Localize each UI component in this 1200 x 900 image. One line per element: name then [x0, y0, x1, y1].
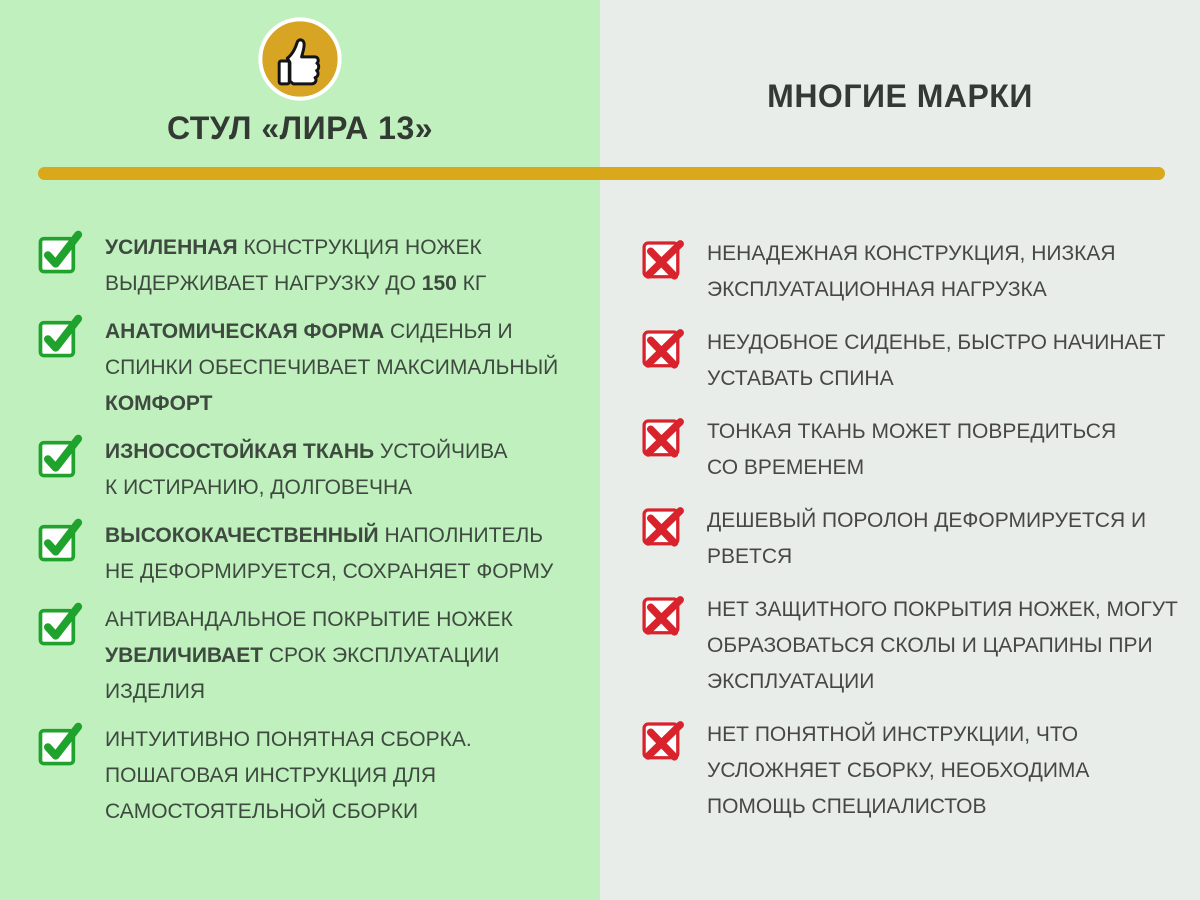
list-item-text — [707, 717, 1089, 825]
list-item-text — [105, 602, 513, 710]
text-segment-bold: АНАТОМИЧЕСКАЯ ФОРМА — [105, 320, 385, 343]
pros-list — [38, 230, 583, 830]
list-item — [38, 518, 583, 590]
list-item-text — [707, 503, 1146, 575]
green-checkbox-icon — [38, 600, 84, 646]
text-segment: ТОНКАЯ ТКАНЬ МОЖЕТ ПОВРЕДИТЬСЯ СО ВРЕМЕНЕМ — [707, 420, 1117, 479]
list-item — [640, 414, 1180, 486]
green-checkbox-icon — [38, 312, 84, 358]
text-segment: НЕУДОБНОЕ СИДЕНЬЕ, БЫСТРО НАЧИНАЕТ УСТАВАТЬ СПИНА — [707, 331, 1166, 390]
red-cross-icon — [640, 501, 686, 547]
red-cross-icon — [640, 234, 686, 280]
text-segment: НЕТ ПОНЯТНОЙ ИНСТРУКЦИИ, ЧТО УСЛОЖНЯЕТ СБОРКУ, НЕОБХОДИМА ПОМОЩЬ СПЕЦИАЛИСТОВ — [707, 723, 1090, 818]
list-item — [38, 314, 583, 422]
list-item-text — [105, 230, 486, 302]
red-cross-icon — [640, 590, 686, 636]
gold-divider — [38, 167, 1165, 180]
green-checkbox-icon — [38, 516, 84, 562]
text-segment: НЕТ ЗАЩИТНОГО ПОКРЫТИЯ НОЖЕК, МОГУТ ОБРАЗОВАТЬСЯ СКОЛЫ И ЦАРАПИНЫ ПРИ ЭКСПЛУАТАЦИИ — [707, 598, 1178, 693]
list-item — [38, 722, 583, 830]
text-segment-bold: 150 — [421, 272, 457, 295]
text-segment: КГ — [456, 272, 487, 295]
text-segment-bold: ВЫСОКОКАЧЕСТВЕННЫЙ — [105, 524, 379, 547]
text-segment: АНТИВАНДАЛЬНОЕ ПОКРЫТИЕ НОЖЕК — [105, 608, 513, 631]
list-item — [38, 434, 583, 506]
pros-title: СТУЛ «ЛИРА 13» — [166, 110, 434, 146]
list-item-text — [105, 314, 558, 422]
list-item — [640, 236, 1180, 308]
cons-title: МНОГИЕ МАРКИ — [767, 78, 1033, 114]
green-checkbox-icon — [38, 432, 84, 478]
list-item — [38, 602, 583, 710]
text-segment-bold: УСИЛЕННАЯ — [105, 236, 238, 259]
list-item-text — [707, 414, 1116, 486]
text-segment: КОНСТРУКЦИЯ НОЖЕК ВЫДЕРЖИВАЕТ НАГРУЗКУ ДО — [105, 236, 482, 295]
red-cross-icon — [640, 715, 686, 761]
text-segment-bold: ИЗНОСОСТОЙКАЯ ТКАНЬ — [105, 440, 375, 463]
list-item-text — [707, 592, 1178, 700]
text-segment: НАПОЛНИТЕЛЬ НЕ ДЕФОРМИРУЕТСЯ, СОХРАНЯЕТ ФОРМУ — [105, 524, 554, 583]
text-segment-bold: УВЕЛИЧИВАЕТ — [105, 644, 264, 667]
red-cross-icon — [640, 323, 686, 369]
text-segment: СИДЕНЬЯ И СПИНКИ ОБЕСПЕЧИВАЕТ МАКСИМАЛЬНЫЙ — [105, 320, 559, 379]
text-segment-bold: КОМФОРТ — [105, 392, 213, 415]
text-segment: СРОК ЭКСПЛУАТАЦИИ ИЗДЕЛИЯ — [105, 644, 500, 703]
text-segment: УСТОЙЧИВА К ИСТИРАНИЮ, ДОЛГОВЕЧНА — [105, 440, 508, 499]
list-item — [38, 230, 583, 302]
text-segment: ДЕШЕВЫЙ ПОРОЛОН ДЕФОРМИРУЕТСЯ И РВЕТСЯ — [707, 509, 1147, 568]
list-item-text — [105, 722, 472, 830]
list-item-text — [105, 518, 553, 590]
list-item — [640, 325, 1180, 397]
list-item-text — [105, 434, 507, 506]
text-segment: НЕНАДЕЖНАЯ КОНСТРУКЦИЯ, НИЗКАЯ ЭКСПЛУАТАЦИОННАЯ НАГРУЗКА — [707, 242, 1116, 301]
green-checkbox-icon — [38, 720, 84, 766]
thumbs-up-icon — [257, 16, 343, 102]
list-item — [640, 503, 1180, 575]
text-segment: ИНТУИТИВНО ПОНЯТНАЯ СБОРКА. ПОШАГОВАЯ ИНСТРУКЦИЯ ДЛЯ САМОСТОЯТЕЛЬНОЙ СБОРКИ — [105, 728, 472, 823]
cons-list — [640, 236, 1180, 825]
list-item-text — [707, 325, 1165, 397]
list-item-text — [707, 236, 1116, 308]
list-item — [640, 717, 1180, 825]
list-item — [640, 592, 1180, 700]
green-checkbox-icon — [38, 228, 84, 274]
red-cross-icon — [640, 412, 686, 458]
